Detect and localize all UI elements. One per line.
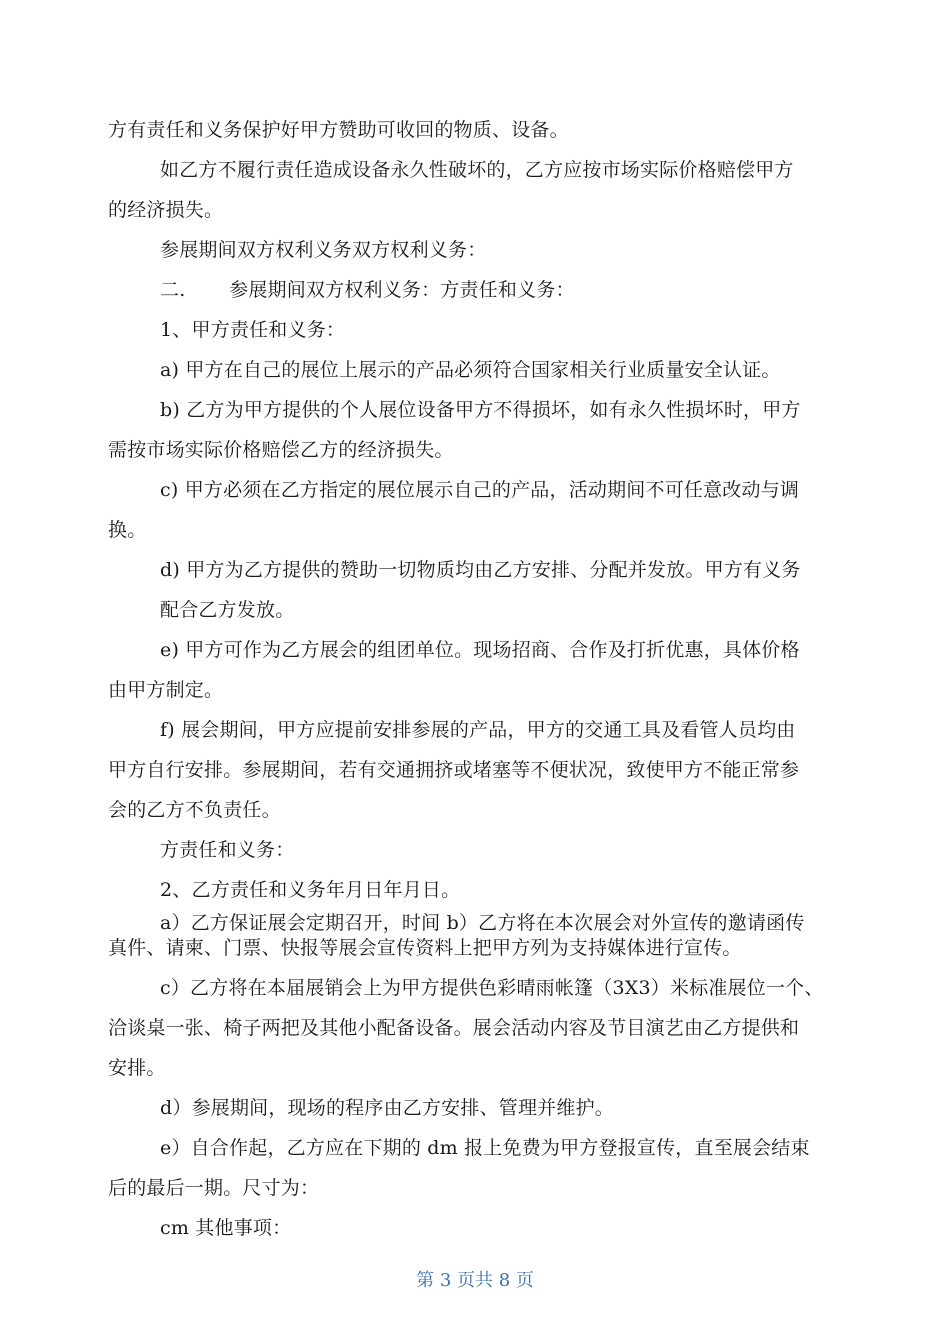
body-line: 方有责任和义务保护好甲方赞助可收回的物质、设备。 xyxy=(108,119,569,141)
body-line: 后的最后一期。尺寸为： xyxy=(108,1177,320,1199)
list-item: b) 乙方为甲方提供的个人展位设备甲方不得损坏，如有永久性损坏时，甲方 xyxy=(160,399,801,421)
page-number-footer: 第 3 页共 8 页 xyxy=(416,1270,534,1291)
section-heading: 二. 参展期间双方权利义务：方责任和义务： xyxy=(160,279,575,301)
list-item: a）乙方保证展会定期召开，时间 b）乙方将在本次展会对外宣传的邀请函传 xyxy=(160,912,805,934)
body-line: 如乙方不履行责任造成设备永久性破坏的，乙方应按市场实际价格赔偿甲方 xyxy=(160,159,794,181)
body-line: 需按市场实际价格赔偿乙方的经济损失。 xyxy=(108,439,454,461)
list-item: d）参展期间，现场的程序由乙方安排、管理并维护。 xyxy=(160,1097,614,1119)
body-line: 由甲方制定。 xyxy=(108,679,224,701)
list-item: f) 展会期间，甲方应提前安排参展的产品，甲方的交通工具及看管人员均由 xyxy=(160,719,796,741)
body-line: 洽谈桌一张、椅子两把及其他小配备设备。展会活动内容及节目演艺由乙方提供和 xyxy=(108,1017,800,1039)
body-line: 参展期间双方权利义务双方权利义务： xyxy=(160,239,487,261)
subsection-heading: 2、乙方责任和义务年月日年月日。 xyxy=(160,879,461,901)
body-line: cm 其他事项： xyxy=(160,1217,292,1239)
body-line: 配合乙方发放。 xyxy=(160,599,295,621)
body-line: 换。 xyxy=(108,519,147,541)
body-line: 安排。 xyxy=(108,1057,166,1079)
list-item: e) 甲方可作为乙方展会的组团单位。现场招商、合作及打折优惠，具体价格 xyxy=(160,639,800,661)
list-item: d) 甲方为乙方提供的赞助一切物质均由乙方安排、分配并发放。甲方有义务 xyxy=(160,559,801,581)
list-item: c）乙方将在本届展销会上为甲方提供色彩晴雨帐篷（3X3）米标准展位一个、 xyxy=(160,977,824,999)
body-line: 会的乙方不负责任。 xyxy=(108,799,281,821)
list-item: a) 甲方在自己的展位上展示的产品必须符合国家相关行业质量安全认证。 xyxy=(160,359,781,381)
list-item: c) 甲方必须在乙方指定的展位展示自己的产品，活动期间不可任意改动与调 xyxy=(160,479,800,501)
subsection-heading: 1、甲方责任和义务： xyxy=(160,319,346,341)
body-line: 真件、请柬、门票、快报等展会宣传资料上把甲方列为支持媒体进行宣传。 xyxy=(108,937,742,959)
body-line: 的经济损失。 xyxy=(108,199,224,221)
body-line: 甲方自行安排。参展期间，若有交通拥挤或堵塞等不便状况，致使甲方不能正常参 xyxy=(108,759,800,781)
body-line: 方责任和义务： xyxy=(160,839,295,861)
list-item: e）自合作起，乙方应在下期的 dm 报上免费为甲方登报宣传，直至展会结束 xyxy=(160,1137,810,1159)
